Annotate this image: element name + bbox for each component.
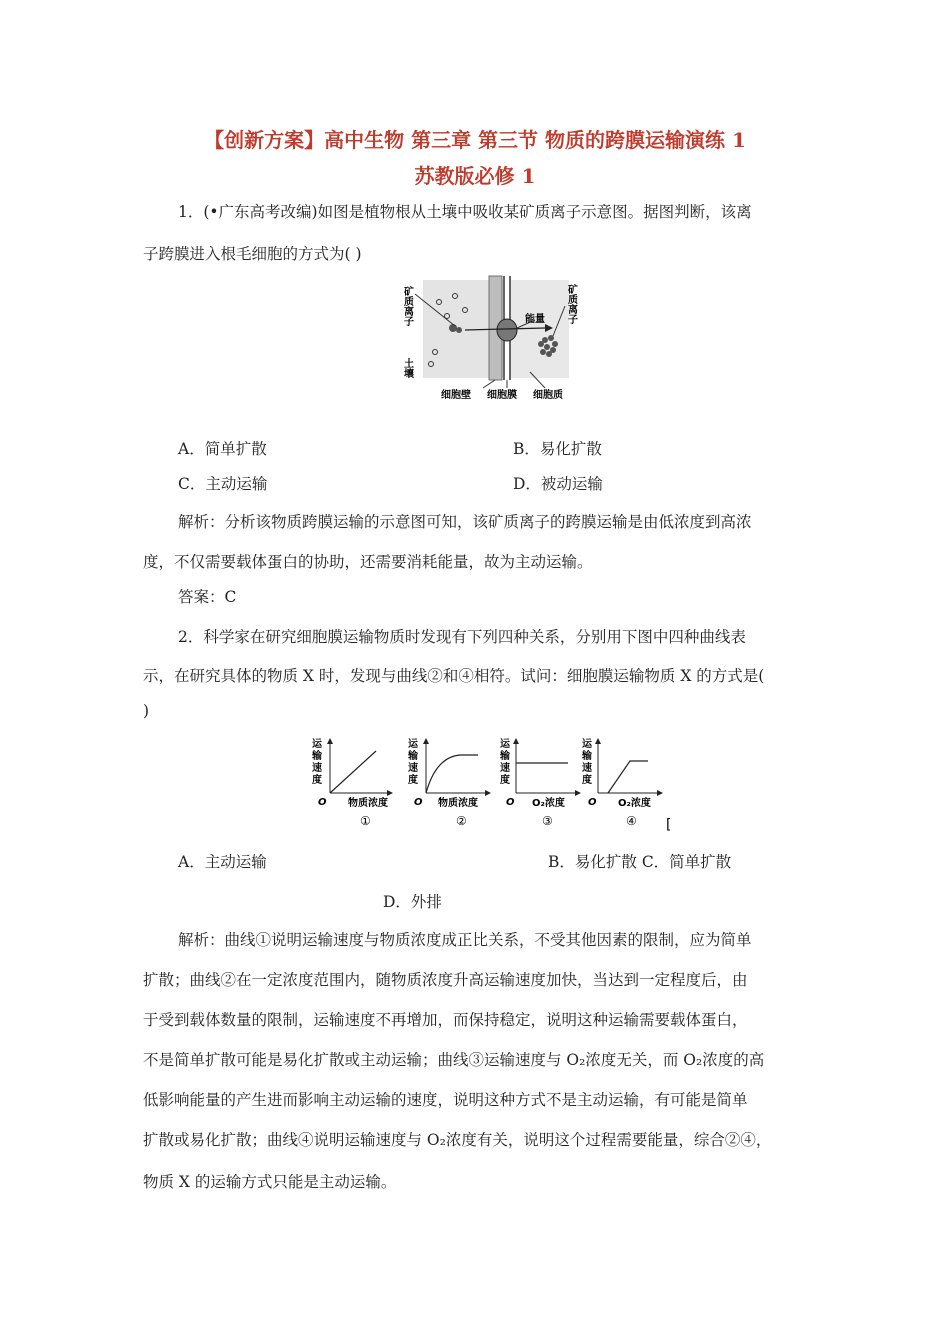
q2-stem-line-1: 2．科学家在研究细胞膜运输物质时发现有下列四种关系，分别用下图中四种曲线表 [178, 628, 746, 646]
y-label-char: 度 [582, 775, 592, 786]
y-label-char: 输 [408, 751, 418, 762]
label-ion-left: 矿质离子 [401, 286, 413, 326]
graph-1 [311, 737, 390, 828]
graph-4 [581, 737, 660, 828]
curve-4 [608, 761, 648, 793]
q1-stem-line-2: 子跨膜进入根毛细胞的方式为( ) [143, 245, 362, 263]
y-label-char: 速 [500, 763, 510, 774]
label-soil: 土壤 [401, 358, 413, 378]
q1-analysis-line-1: 解析：分析该物质跨膜运输的示意图可知，该矿质离子的跨膜运输是由低浓度到高浓 [178, 513, 752, 531]
title-line-1: 【创新方案】高中生物 第三章 第三节 物质的跨膜运输演练 1 [204, 128, 746, 152]
curve-2 [426, 755, 478, 793]
q2-analysis-line-5: 低影响能量的产生进而影响主动运输的速度，说明这种方式不是主动运输，有可能是简单 [143, 1091, 748, 1109]
graph-2-xlabel: 物质浓度 [438, 798, 478, 809]
q2-analysis-line-4: 不是简单扩散可能是易化扩散或主动运输；曲线③运输速度与 O₂浓度无关，而 O₂浓度的高 [143, 1051, 765, 1069]
q2-option-bc: B．易化扩散 C．简单扩散 [548, 853, 732, 871]
origin-label: O [414, 797, 423, 808]
q2-analysis-line-1: 解析：曲线①说明运输速度与物质浓度成正比关系，不受其他因素的限制，应为简单 [178, 931, 752, 949]
q1-option-a: A．简单扩散 [178, 440, 267, 458]
y-label-char: 速 [408, 763, 418, 774]
y-label-char: 输 [312, 751, 322, 762]
q2-analysis-line-7: 物质 X 的运输方式只能是主动运输。 [143, 1173, 397, 1191]
q1-option-c: C．主动运输 [178, 475, 268, 493]
y-label-char: 运 [408, 739, 418, 750]
ion-cluster-left [456, 327, 462, 333]
graph-3-number: ③ [542, 814, 553, 828]
q2-analysis-line-2: 扩散；曲线②在一定浓度范围内，随物质浓度升高运输速度加快，当达到一定程度后，由 [143, 971, 748, 989]
graph-1-number: ① [360, 814, 371, 828]
label-cell-wall: 细胞壁 [441, 390, 471, 401]
origin-label: O [506, 797, 515, 808]
q1-answer: 答案：C [178, 588, 237, 606]
q2-stem-line-2: 示，在研究具体的物质 X 时，发现与曲线②和④相符。试问：细胞膜运输物质 X 的方式是( [143, 667, 765, 685]
q1-option-b: B．易化扩散 [513, 440, 602, 458]
q2-analysis-line-6: 扩散或易化扩散；曲线④说明运输速度与 O₂浓度有关，说明这个过程需要能量，综合②④， [143, 1131, 772, 1149]
graph-2-number: ② [456, 814, 467, 828]
q1-analysis-line-2: 度，不仅需要载体蛋白的协助，还需要消耗能量，故为主动运输。 [143, 553, 593, 571]
graph-3-xlabel: O₂浓度 [532, 798, 565, 809]
y-label-char: 运 [500, 739, 510, 750]
y-label-char: 速 [312, 763, 322, 774]
q1-option-d: D．被动运输 [513, 475, 603, 493]
y-label-char: 输 [582, 751, 592, 762]
ion-cluster-left [449, 324, 457, 332]
y-label-char: 运 [582, 739, 592, 750]
q2-option-a: A．主动运输 [178, 853, 267, 871]
origin-label: O [588, 797, 597, 808]
q2-option-d: D．外排 [383, 893, 442, 911]
y-label-char: 度 [500, 775, 510, 786]
q2-graphs [310, 735, 680, 833]
y-label-char: 度 [408, 775, 418, 786]
label-cell-membrane: 细胞膜 [487, 390, 517, 401]
y-label-char: 运 [312, 739, 322, 750]
graph-4-number: ④ [626, 814, 637, 828]
q2-stem-line-3: ) [143, 702, 150, 720]
q1-figure [395, 272, 595, 404]
label-energy: 能量 [525, 314, 545, 325]
title-line-2: 苏教版必修 1 [414, 164, 536, 188]
label-cytoplasm: 细胞质 [533, 390, 563, 401]
graph-3 [499, 737, 578, 828]
y-label-char: 度 [312, 775, 322, 786]
y-label-char: 速 [582, 763, 592, 774]
leader-line [483, 380, 495, 388]
carrier-protein [497, 319, 517, 341]
graph-2 [407, 737, 488, 828]
graph-1-xlabel: 物质浓度 [348, 798, 388, 809]
label-ion-right: 矿质离子 [565, 284, 577, 324]
origin-label: O [318, 797, 327, 808]
q1-stem-line-1: 1．(•广东高考改编)如图是植物根从土壤中吸收某矿质离子示意图。据图判断，该离 [178, 203, 752, 221]
stray-bracket: [ [666, 817, 672, 833]
y-label-char: 输 [500, 751, 510, 762]
q2-analysis-line-3: 于受到载体数量的限制，运输速度不再增加，而保持稳定，说明这种运输需要载体蛋白， [143, 1011, 748, 1029]
graph-4-xlabel: O₂浓度 [618, 798, 651, 809]
curve-1 [330, 751, 376, 793]
